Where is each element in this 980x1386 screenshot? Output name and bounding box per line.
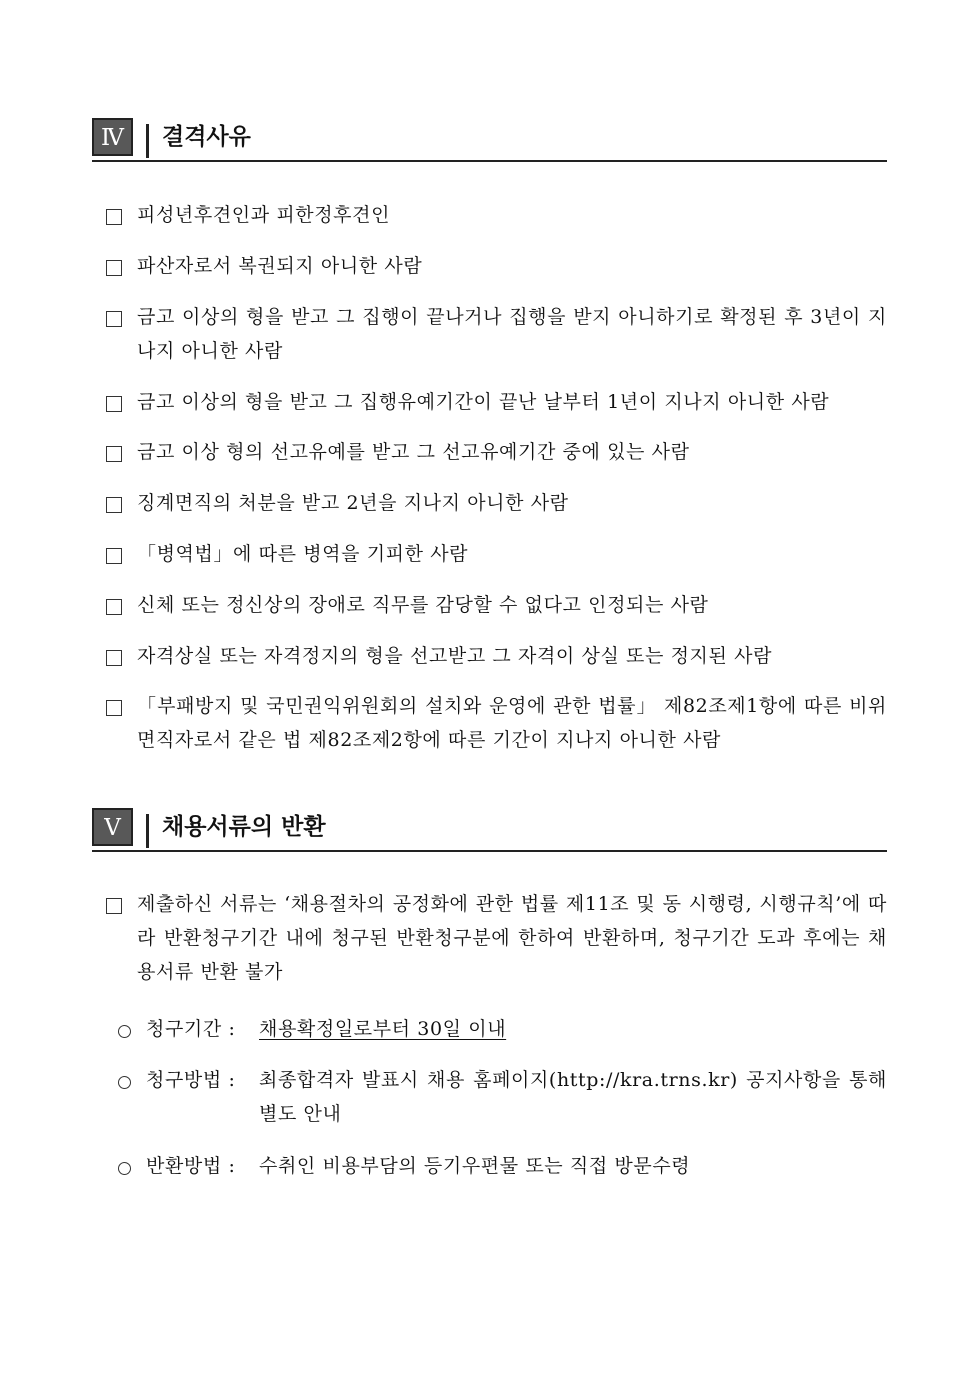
checkbox-icon (106, 650, 122, 666)
detail-label: 청구기간 : (146, 1018, 236, 1040)
header-divider (146, 814, 149, 848)
circle-bullet-icon (118, 1025, 131, 1038)
list-item-text: 피성년후견인과 피한정후견인 (137, 204, 391, 226)
checkbox-icon (106, 700, 122, 716)
detail-value: 수취인 비용부담의 등기우편물 또는 직접 방문수령 (259, 1155, 691, 1177)
list-item-text: 「부패방지 및 국민권익위원회의 설치와 운영에 관한 법률」 제82조제1항에 따른 비위면직자로서 같은 법 제82조제2항에 따른 기간이 지나지 아니한 사람 (137, 695, 887, 751)
circle-bullet-icon (118, 1076, 131, 1089)
list-item-text: 금고 이상의 형을 받고 그 집행유예기간이 끝난 날부터 1년이 지나지 아니한 사람 (137, 391, 830, 413)
section-header (92, 118, 887, 162)
detail-label: 청구방법 : (146, 1069, 236, 1091)
list-item-text: 제출하신 서류는 ‘채용절차의 공정화에 관한 법률 제11조 및 동 시행령, 시행규칙’에 따라 반환청구기간 내에 청구된 반환청구분에 한하여 반환하며, 청구기간 도과 후에는 채용서류 반환 불가 (137, 893, 887, 983)
list-item-text: 「병역법」에 따른 병역을 기피한 사람 (137, 543, 469, 565)
list-item-text: 신체 또는 정신상의 장애로 직무를 감당할 수 없다고 인정되는 사람 (137, 594, 709, 616)
section-header (92, 808, 887, 852)
checkbox-icon (106, 446, 122, 462)
section-disqualification (92, 118, 887, 162)
detail-value: 최종합격자 발표시 채용 홈페이지(http://kra.trns.kr) 공지사항을 통해 별도 안내 (259, 1069, 887, 1125)
list-item-text: 금고 이상의 형을 받고 그 집행이 끝나거나 집행을 받지 아니하기로 확정된 후 3년이 지나지 아니한 사람 (137, 306, 887, 362)
section-numeral: Ⅳ (92, 118, 133, 156)
checkbox-icon (106, 898, 122, 914)
list-item-text: 파산자로서 복권되지 아니한 사람 (137, 255, 423, 277)
checkbox-icon (106, 497, 122, 513)
section-document-return (92, 808, 887, 852)
checkbox-icon (106, 396, 122, 412)
list-item-text: 금고 이상 형의 선고유예를 받고 그 선고유예기간 중에 있는 사람 (137, 441, 690, 463)
circle-bullet-icon (118, 1162, 131, 1175)
section-title: 결격사유 (162, 124, 251, 150)
detail-value: 채용확정일로부터 30일 이내 (259, 1018, 507, 1040)
detail-label: 반환방법 : (146, 1155, 236, 1177)
section-numeral: Ⅴ (92, 808, 133, 846)
list-item-text: 징계면직의 처분을 받고 2년을 지나지 아니한 사람 (137, 492, 569, 514)
checkbox-icon (106, 548, 122, 564)
checkbox-icon (106, 311, 122, 327)
checkbox-icon (106, 260, 122, 276)
checkbox-icon (106, 209, 122, 225)
section-title: 채용서류의 반환 (162, 814, 326, 840)
checkbox-icon (106, 599, 122, 615)
list-item-text: 자격상실 또는 자격정지의 형을 선고받고 그 자격이 상실 또는 정지된 사람 (137, 645, 773, 667)
header-divider (146, 124, 149, 158)
